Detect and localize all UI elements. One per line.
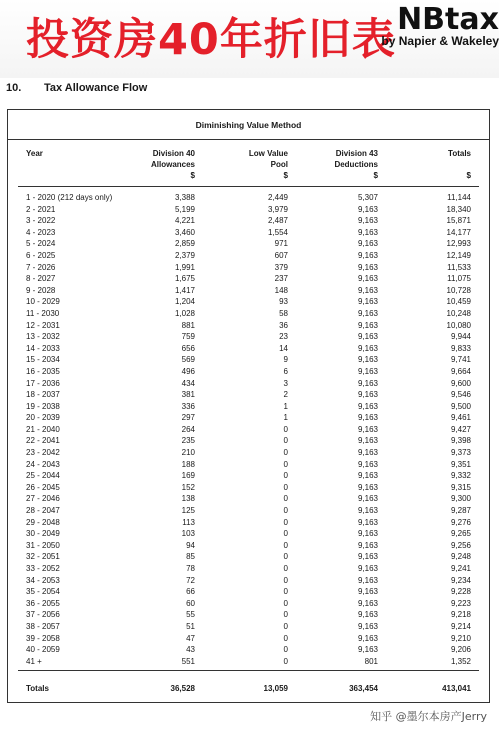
table-row xyxy=(8,447,489,459)
row-lvp: 0 xyxy=(283,587,288,597)
totals-label: Totals xyxy=(26,684,49,693)
row-year: 39 - 2058 xyxy=(26,633,60,643)
row-lvp: 3 xyxy=(283,378,288,388)
row-year: 2 - 2021 xyxy=(26,204,56,214)
table-row xyxy=(8,366,489,378)
row-year: 15 - 2034 xyxy=(26,355,60,365)
row-div40: 3,460 xyxy=(174,227,195,237)
table-row xyxy=(8,633,489,645)
row-lvp: 0 xyxy=(283,575,288,585)
row-total: 9,265 xyxy=(450,529,471,539)
row-div43: 9,163 xyxy=(357,448,378,458)
totals-divider xyxy=(18,670,479,671)
row-div40: 60 xyxy=(186,598,195,608)
row-year: 5 - 2024 xyxy=(26,239,56,249)
watermark: 知乎 @墨尔本房产Jerry xyxy=(370,710,487,723)
row-div43: 9,163 xyxy=(357,285,378,295)
row-lvp: 0 xyxy=(283,436,288,446)
row-div40: 1,675 xyxy=(174,274,195,284)
table-row xyxy=(8,308,489,320)
row-lvp: 237 xyxy=(274,274,288,284)
row-div40: 336 xyxy=(181,401,195,411)
table-row xyxy=(8,586,489,598)
row-year: 32 - 2051 xyxy=(26,552,60,562)
row-lvp: 0 xyxy=(283,471,288,481)
header-div40 xyxy=(151,148,195,181)
row-div40: 2,379 xyxy=(174,250,195,260)
row-div43: 9,163 xyxy=(357,471,378,481)
row-div43: 9,163 xyxy=(357,239,378,249)
table-row xyxy=(8,656,489,668)
row-total: 9,248 xyxy=(450,552,471,562)
row-div43: 9,163 xyxy=(357,227,378,237)
row-total: 9,300 xyxy=(450,494,471,504)
row-div40: 43 xyxy=(186,645,195,655)
row-div40: 2,859 xyxy=(174,239,195,249)
row-year: 14 - 2033 xyxy=(26,343,60,353)
row-div40: 3,388 xyxy=(174,193,195,202)
row-total: 9,206 xyxy=(450,645,471,655)
table-row xyxy=(8,470,489,482)
section-title: Tax Allowance Flow xyxy=(44,82,148,94)
row-total: 9,315 xyxy=(450,482,471,492)
row-div43: 9,163 xyxy=(357,332,378,342)
row-div40: 51 xyxy=(186,621,195,631)
row-lvp: 0 xyxy=(283,656,288,666)
row-year: 24 - 2043 xyxy=(26,459,60,469)
table-row xyxy=(8,575,489,587)
row-div43: 9,163 xyxy=(357,587,378,597)
row-div43: 9,163 xyxy=(357,308,378,318)
row-lvp: 0 xyxy=(283,564,288,573)
row-div40: 881 xyxy=(181,320,195,330)
header-div43-l1: Division 43 xyxy=(335,149,378,158)
row-div40: 169 xyxy=(181,471,195,481)
row-year: 27 - 2046 xyxy=(26,494,60,504)
section-number: 10. xyxy=(6,82,22,94)
row-div43: 801 xyxy=(364,656,378,666)
row-lvp: 0 xyxy=(283,633,288,643)
table-row xyxy=(8,320,489,332)
totals-div43: 363,454 xyxy=(349,684,378,693)
row-total: 12,993 xyxy=(446,239,471,249)
row-total: 10,248 xyxy=(446,308,471,318)
row-year: 33 - 2052 xyxy=(26,564,60,573)
row-total: 9,546 xyxy=(450,390,471,400)
table-row xyxy=(8,331,489,343)
row-div40: 85 xyxy=(186,552,195,562)
table-row xyxy=(8,215,489,227)
row-div43: 9,163 xyxy=(357,645,378,655)
row-div40: 569 xyxy=(181,355,195,365)
row-div40: 656 xyxy=(181,343,195,353)
row-div40: 125 xyxy=(181,506,195,516)
row-total: 9,210 xyxy=(450,633,471,643)
row-total: 10,080 xyxy=(446,320,471,330)
table-row xyxy=(8,609,489,621)
row-year: 9 - 2028 xyxy=(26,285,56,295)
row-div40: 434 xyxy=(181,378,195,388)
table-row xyxy=(8,517,489,529)
row-div40: 235 xyxy=(181,436,195,446)
row-div43: 9,163 xyxy=(357,540,378,550)
table-row xyxy=(8,296,489,308)
row-div43: 9,163 xyxy=(357,424,378,434)
row-lvp: 6 xyxy=(283,366,288,376)
row-total: 9,287 xyxy=(450,506,471,516)
row-div40: 152 xyxy=(181,482,195,492)
row-div40: 1,417 xyxy=(174,285,195,295)
row-div40: 759 xyxy=(181,332,195,342)
header-divider xyxy=(18,186,479,187)
row-total: 9,228 xyxy=(450,587,471,597)
totals-total: 413,041 xyxy=(442,684,471,693)
tax-allowance-table xyxy=(7,109,490,703)
row-lvp: 0 xyxy=(283,621,288,631)
header-lvp-l1: Low Value xyxy=(248,149,288,158)
row-div43: 9,163 xyxy=(357,482,378,492)
table-row xyxy=(8,424,489,436)
method-caption: Diminishing Value Method xyxy=(8,110,489,140)
header-div40-l2: Allowances xyxy=(150,160,195,169)
table-row xyxy=(8,482,489,494)
row-lvp: 2,449 xyxy=(267,193,288,202)
row-year: 17 - 2036 xyxy=(26,378,60,388)
row-total: 9,461 xyxy=(450,413,471,423)
logo-sub-text: by Napier & Wakeley xyxy=(381,34,499,48)
table-row xyxy=(8,528,489,540)
row-total: 9,256 xyxy=(450,540,471,550)
row-year: 20 - 2039 xyxy=(26,413,60,423)
row-div43: 9,163 xyxy=(357,250,378,260)
row-lvp: 0 xyxy=(283,482,288,492)
row-total: 9,276 xyxy=(450,517,471,527)
row-lvp: 1 xyxy=(283,413,288,423)
row-total: 12,149 xyxy=(446,250,471,260)
row-div43: 9,163 xyxy=(357,320,378,330)
row-year: 19 - 2038 xyxy=(26,401,60,411)
row-div43: 9,163 xyxy=(357,598,378,608)
row-total: 9,373 xyxy=(450,448,471,458)
row-lvp: 0 xyxy=(283,610,288,620)
row-lvp: 0 xyxy=(283,506,288,516)
row-div40: 103 xyxy=(181,529,195,539)
row-lvp: 148 xyxy=(274,285,288,295)
row-div40: 47 xyxy=(186,633,195,643)
table-row xyxy=(8,644,489,656)
row-total: 9,241 xyxy=(450,564,471,573)
row-lvp: 607 xyxy=(274,250,288,260)
row-total: 18,340 xyxy=(446,204,471,214)
table-row xyxy=(8,401,489,413)
row-div43: 9,163 xyxy=(357,610,378,620)
row-lvp: 0 xyxy=(283,517,288,527)
row-div40: 551 xyxy=(181,656,195,666)
row-div40: 1,028 xyxy=(174,308,195,318)
row-lvp: 0 xyxy=(283,598,288,608)
row-total: 9,500 xyxy=(450,401,471,411)
row-div40: 297 xyxy=(181,413,195,423)
row-year: 16 - 2035 xyxy=(26,366,60,376)
row-year: 21 - 2040 xyxy=(26,424,60,434)
row-lvp: 1 xyxy=(283,401,288,411)
row-div40: 4,221 xyxy=(174,216,195,226)
row-year: 31 - 2050 xyxy=(26,540,60,550)
table-row xyxy=(8,551,489,563)
row-total: 9,944 xyxy=(450,332,471,342)
table-row xyxy=(8,598,489,610)
row-year: 4 - 2023 xyxy=(26,227,56,237)
row-total: 1,352 xyxy=(450,656,471,666)
row-div43: 5,307 xyxy=(357,193,378,202)
row-total: 9,664 xyxy=(450,366,471,376)
table-row xyxy=(8,378,489,390)
row-year: 23 - 2042 xyxy=(26,448,60,458)
totals-row xyxy=(8,683,489,695)
table-row xyxy=(8,238,489,250)
row-total: 9,741 xyxy=(450,355,471,365)
row-total: 10,728 xyxy=(446,285,471,295)
row-div43: 9,163 xyxy=(357,355,378,365)
row-div43: 9,163 xyxy=(357,436,378,446)
row-total: 10,459 xyxy=(446,297,471,307)
row-total: 9,234 xyxy=(450,575,471,585)
row-lvp: 93 xyxy=(279,297,288,307)
header-lvp-l2: Pool xyxy=(270,160,288,169)
table-row xyxy=(8,505,489,517)
table-row xyxy=(8,459,489,471)
row-year: 7 - 2026 xyxy=(26,262,56,272)
table-row xyxy=(8,354,489,366)
header-totals-l3: $ xyxy=(466,171,471,180)
header-totals-l1: Totals xyxy=(448,149,471,158)
row-year: 37 - 2056 xyxy=(26,610,60,620)
row-year: 10 - 2029 xyxy=(26,297,60,307)
table-row xyxy=(8,435,489,447)
header-div43 xyxy=(334,148,378,181)
row-total: 11,533 xyxy=(447,262,471,272)
row-lvp: 379 xyxy=(274,262,288,272)
row-div43: 9,163 xyxy=(357,506,378,516)
row-year: 12 - 2031 xyxy=(26,320,60,330)
row-total: 9,833 xyxy=(450,343,471,353)
table-row xyxy=(8,204,489,216)
row-year: 6 - 2025 xyxy=(26,250,56,260)
row-total: 9,332 xyxy=(450,471,471,481)
row-lvp: 0 xyxy=(283,540,288,550)
row-year: 40 - 2059 xyxy=(26,645,60,655)
header-div43-l3: $ xyxy=(373,171,378,180)
row-lvp: 36 xyxy=(279,320,288,330)
row-total: 15,871 xyxy=(446,216,471,226)
row-lvp: 0 xyxy=(283,494,288,504)
row-total: 14,177 xyxy=(446,227,471,237)
header-lvp xyxy=(249,148,288,181)
table-row xyxy=(8,227,489,239)
table-row xyxy=(8,273,489,285)
row-lvp: 23 xyxy=(279,332,288,342)
row-div43: 9,163 xyxy=(357,204,378,214)
header-div43-l2: Deductions xyxy=(334,160,378,169)
row-div40: 72 xyxy=(186,575,195,585)
row-lvp: 3,979 xyxy=(267,204,288,214)
table-body xyxy=(8,192,489,667)
row-div40: 210 xyxy=(181,448,195,458)
row-div43: 9,163 xyxy=(357,529,378,539)
row-total: 9,398 xyxy=(450,436,471,446)
row-year: 36 - 2055 xyxy=(26,598,60,608)
row-div43: 9,163 xyxy=(357,552,378,562)
header-div40-l3: $ xyxy=(190,171,195,180)
row-total: 9,223 xyxy=(450,598,471,608)
brand-logo xyxy=(381,4,499,48)
row-div43: 9,163 xyxy=(357,343,378,353)
row-div43: 9,163 xyxy=(357,621,378,631)
totals-div40: 36,528 xyxy=(170,684,195,693)
row-year: 38 - 2057 xyxy=(26,621,60,631)
row-year: 18 - 2037 xyxy=(26,390,60,400)
row-div40: 138 xyxy=(181,494,195,504)
row-lvp: 2,487 xyxy=(267,216,288,226)
row-year: 34 - 2053 xyxy=(26,575,60,585)
row-div40: 264 xyxy=(181,424,195,434)
row-div43: 9,163 xyxy=(357,366,378,376)
row-div43: 9,163 xyxy=(357,517,378,527)
row-div40: 113 xyxy=(182,517,195,527)
row-year: 29 - 2048 xyxy=(26,517,60,527)
row-div43: 9,163 xyxy=(357,575,378,585)
row-total: 11,075 xyxy=(447,274,471,284)
row-lvp: 58 xyxy=(279,308,288,318)
table-row xyxy=(8,412,489,424)
row-lvp: 0 xyxy=(283,645,288,655)
header-year xyxy=(26,148,43,159)
row-div43: 9,163 xyxy=(357,297,378,307)
row-div40: 66 xyxy=(186,587,195,597)
table-row xyxy=(8,262,489,274)
row-year: 3 - 2022 xyxy=(26,216,56,226)
row-div40: 188 xyxy=(181,459,195,469)
row-year: 41 + xyxy=(26,656,42,666)
row-div40: 55 xyxy=(186,610,195,620)
row-lvp: 0 xyxy=(283,424,288,434)
row-total: 9,600 xyxy=(450,378,471,388)
table-row xyxy=(8,250,489,262)
row-year: 35 - 2054 xyxy=(26,587,60,597)
row-div40: 5,199 xyxy=(174,204,195,214)
row-year: 1 - 2020 (212 days only) xyxy=(26,193,113,202)
row-lvp: 14 xyxy=(279,343,288,353)
row-div43: 9,163 xyxy=(357,274,378,284)
header-totals-l2 xyxy=(448,159,471,170)
header-year-label: Year xyxy=(26,149,43,158)
row-lvp: 0 xyxy=(283,552,288,562)
logo-main-text: NBtax xyxy=(397,2,499,37)
header-lvp-l3: $ xyxy=(283,171,288,180)
row-div43: 9,163 xyxy=(357,459,378,469)
row-div43: 9,163 xyxy=(357,262,378,272)
row-div43: 9,163 xyxy=(357,633,378,643)
row-lvp: 0 xyxy=(283,459,288,469)
row-div43: 9,163 xyxy=(357,390,378,400)
row-year: 13 - 2032 xyxy=(26,332,60,342)
row-total: 9,214 xyxy=(450,621,471,631)
row-lvp: 971 xyxy=(274,239,288,249)
table-row xyxy=(8,192,489,204)
row-div40: 1,204 xyxy=(174,297,195,307)
row-lvp: 9 xyxy=(283,355,288,365)
row-div40: 94 xyxy=(186,540,195,550)
row-year: 25 - 2044 xyxy=(26,471,60,481)
row-div43: 9,163 xyxy=(357,564,378,573)
row-div40: 496 xyxy=(181,366,195,376)
row-div43: 9,163 xyxy=(357,401,378,411)
table-row xyxy=(8,285,489,297)
row-lvp: 1,554 xyxy=(267,227,288,237)
row-lvp: 0 xyxy=(283,529,288,539)
row-year: 26 - 2045 xyxy=(26,482,60,492)
row-div43: 9,163 xyxy=(357,494,378,504)
row-year: 8 - 2027 xyxy=(26,274,56,284)
row-total: 9,427 xyxy=(450,424,471,434)
header-div40-l1: Division 40 xyxy=(152,149,195,158)
table-row xyxy=(8,343,489,355)
row-year: 11 - 2030 xyxy=(26,308,60,318)
row-total: 9,351 xyxy=(450,459,471,469)
row-year: 28 - 2047 xyxy=(26,506,60,516)
table-row xyxy=(8,563,489,575)
row-year: 30 - 2049 xyxy=(26,529,60,539)
section-heading xyxy=(6,82,147,94)
row-div43: 9,163 xyxy=(357,378,378,388)
row-div40: 381 xyxy=(181,390,195,400)
banner xyxy=(0,0,499,78)
table-row xyxy=(8,540,489,552)
totals-lvp: 13,059 xyxy=(263,684,288,693)
row-total: 11,144 xyxy=(447,193,471,202)
row-year: 22 - 2041 xyxy=(26,436,60,446)
row-div43: 9,163 xyxy=(357,216,378,226)
table-row xyxy=(8,389,489,401)
row-lvp: 2 xyxy=(283,390,288,400)
row-total: 9,218 xyxy=(450,610,471,620)
table-row xyxy=(8,621,489,633)
row-lvp: 0 xyxy=(283,448,288,458)
header-totals xyxy=(448,148,471,181)
row-div40: 78 xyxy=(186,564,195,573)
banner-title: 投资房40年折旧表 xyxy=(26,15,396,65)
row-div43: 9,163 xyxy=(357,413,378,423)
row-div40: 1,991 xyxy=(174,262,195,272)
table-row xyxy=(8,493,489,505)
